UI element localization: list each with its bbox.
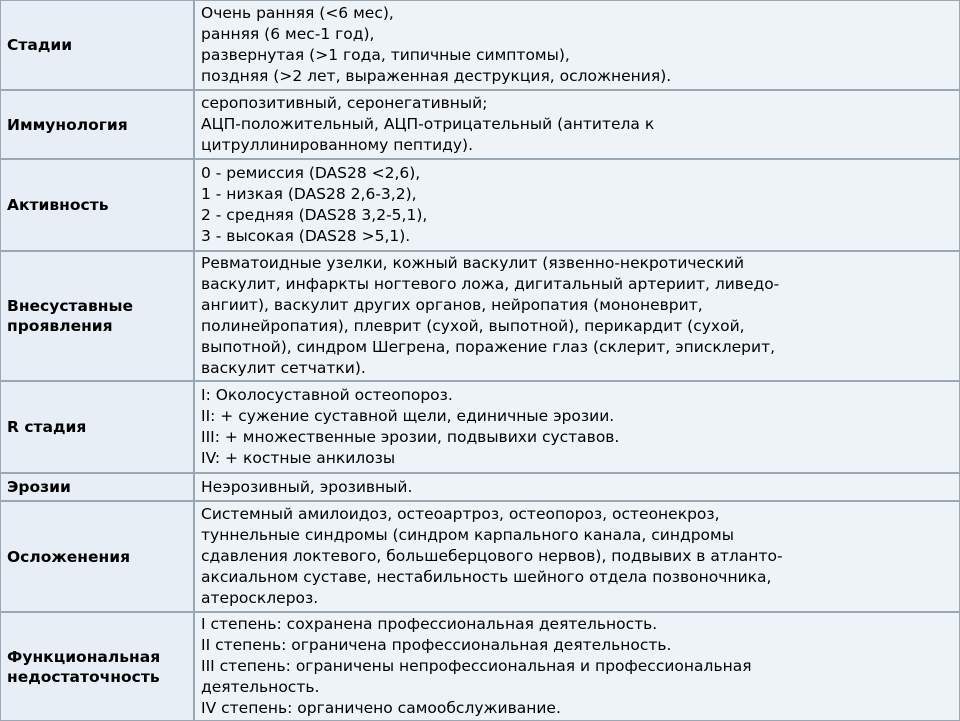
row-label xyxy=(0,251,194,381)
value-line: ранняя (6 мес-1 год), xyxy=(201,25,375,43)
value-line: васкулит сетчатки). xyxy=(201,359,366,377)
row-value xyxy=(194,90,960,159)
row-value xyxy=(194,473,960,501)
value-line: полинейропатия), плеврит (сухой, выпотной), перикардит (сухой, xyxy=(201,317,745,335)
value-line: сдавления локтевого, большеберцового нервов), подвывих в атланто- xyxy=(201,547,783,565)
row-label xyxy=(0,612,194,721)
value-line: 3 - высокая (DAS28 >5,1). xyxy=(201,227,411,245)
value-line: Очень ранняя (<6 мес), xyxy=(201,4,394,22)
row-label-line: проявления xyxy=(7,317,113,335)
row-label-line: Иммунология xyxy=(7,115,128,134)
value-line: IV: + костные анкилозы xyxy=(201,449,396,467)
row-label-line: Эрозии xyxy=(7,478,71,496)
table-row xyxy=(0,0,960,90)
row-label-line: Осложенения xyxy=(7,547,131,566)
value-line: васкулит, инфаркты ногтевого ложа, дигитальный артериит, ливедо- xyxy=(201,275,780,293)
value-line: II: + сужение суставной щели, единичные эрозии. xyxy=(201,407,615,425)
row-label-line: Функциональная xyxy=(7,647,161,666)
value-line: атеросклероз. xyxy=(201,589,319,607)
row-label xyxy=(0,90,194,159)
value-line: АЦП-положительный, АЦП-отрицательный (антитела к xyxy=(201,115,655,133)
table-row xyxy=(0,612,960,721)
row-value xyxy=(194,159,960,251)
table-row xyxy=(0,251,960,381)
value-line: поздняя (>2 лет, выраженная деструкция, осложнения). xyxy=(201,67,672,85)
value-line: ангиит), васкулит других органов, нейропатия (мононеврит, xyxy=(201,296,703,314)
value-line: туннельные синдромы (синдром карпального канала, синдромы xyxy=(201,526,734,544)
value-line: цитруллинированному пептиду). xyxy=(201,136,474,154)
row-value xyxy=(194,251,960,381)
row-label xyxy=(0,501,194,612)
value-line: серопозитивный, серонегативный; xyxy=(201,94,488,112)
value-line: III: + множественные эрозии, подвывихи суставов. xyxy=(201,428,620,446)
row-value xyxy=(194,0,960,90)
row-label xyxy=(0,159,194,251)
value-line: I: Околосуставной остеопороз. xyxy=(201,386,453,404)
value-line: деятельность. xyxy=(201,678,320,696)
value-line: I степень: сохранена профессиональная деятельность. xyxy=(201,615,658,633)
row-value xyxy=(194,612,960,721)
row-label-line: Внесуставные xyxy=(7,297,134,315)
value-line: II степень: ограничена профессиональная деятельность. xyxy=(201,636,672,654)
table-row xyxy=(0,473,960,501)
value-line: IV степень: органичено самообслуживание. xyxy=(201,699,561,717)
value-line: 1 - низкая (DAS28 2,6-3,2), xyxy=(201,185,417,203)
value-line: Системный амилоидоз, остеоартроз, остеопороз, остеонекроз, xyxy=(201,505,720,523)
row-label-line: недостаточность xyxy=(7,667,160,686)
table-row xyxy=(0,501,960,612)
table-row xyxy=(0,90,960,159)
value-line: III степень: ограничены непрофессиональная и профессиональная xyxy=(201,657,752,675)
row-value xyxy=(194,501,960,612)
row-label-line: Стадии xyxy=(7,36,73,54)
row-label-line: R стадия xyxy=(7,418,87,436)
row-label-line: Активность xyxy=(7,196,109,214)
row-label xyxy=(0,473,194,501)
value-line: аксиальном суставе, нестабильность шейного отдела позвоночника, xyxy=(201,568,772,586)
value-line: Неэрозивный, эрозивный. xyxy=(201,477,413,496)
row-label xyxy=(0,381,194,473)
row-label xyxy=(0,0,194,90)
value-line: выпотной), синдром Шегрена, поражение глаз (склерит, эписклерит, xyxy=(201,338,776,356)
value-line: развернутая (>1 года, типичные симптомы), xyxy=(201,46,570,64)
value-line: 2 - средняя (DAS28 3,2-5,1), xyxy=(201,206,428,224)
table-row xyxy=(0,159,960,251)
row-value xyxy=(194,381,960,473)
value-line: Ревматоидные узелки, кожный васкулит (язвенно-некротический xyxy=(201,254,745,272)
table-row xyxy=(0,381,960,473)
value-line: 0 - ремиссия (DAS28 <2,6), xyxy=(201,164,421,182)
